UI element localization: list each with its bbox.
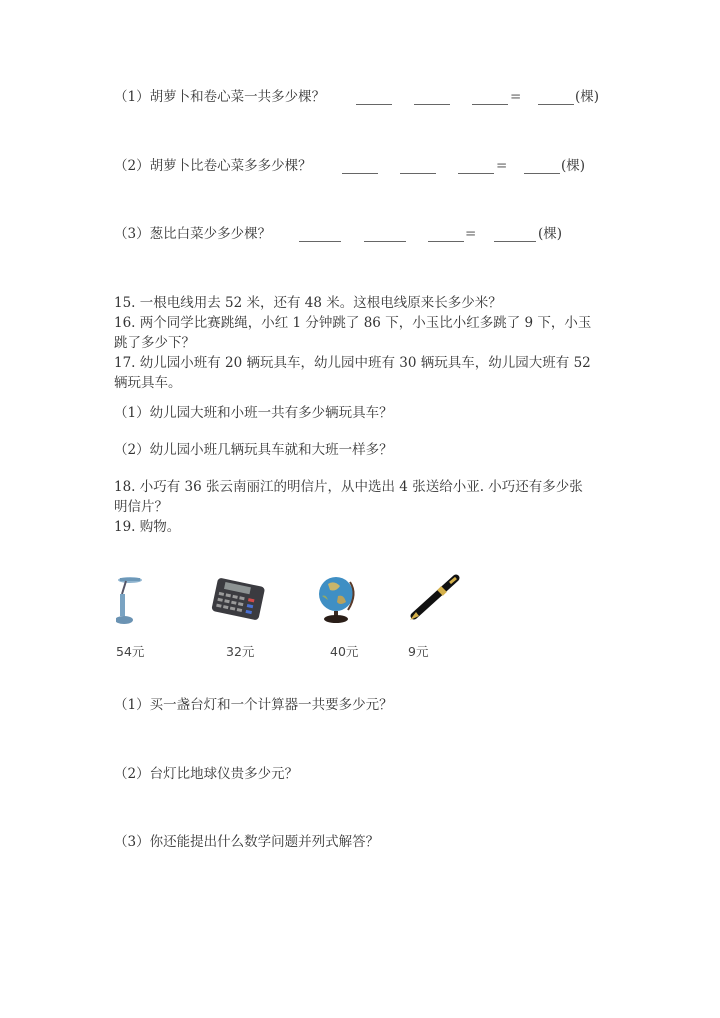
answer-blank-2[interactable] bbox=[364, 240, 406, 242]
problem-19: 19. 购物。 bbox=[114, 519, 181, 535]
problem-16-line-1: 16. 两个同学比赛跳绳，小红 1 分钟跳了 86 下，小玉比小红多跳了 9 下，小玉 bbox=[114, 315, 592, 331]
pen-icon bbox=[404, 572, 468, 632]
answer-blank-3[interactable] bbox=[428, 240, 464, 242]
desk-lamp-icon bbox=[116, 572, 180, 632]
problem-17-subquestion-1: （1）幼儿园大班和小班一共有多少辆玩具车？ bbox=[114, 405, 393, 421]
question-row-3 bbox=[114, 224, 614, 246]
equals-sign: = bbox=[496, 158, 508, 174]
problem-19-subquestion-2: （2）台灯比地球仪贵多少元？ bbox=[114, 766, 299, 782]
question-label: （3）葱比白菜少多少棵？ bbox=[114, 226, 272, 242]
answer-blank-1[interactable] bbox=[299, 240, 341, 242]
answer-blank-2[interactable] bbox=[414, 103, 450, 105]
problem-16-line-2: 跳了多少下？ bbox=[114, 335, 195, 351]
problem-18-line-1: 18. 小巧有 36 张云南丽江的明信片，从中选出 4 张送给小亚. 小巧还有多少张 bbox=[114, 479, 583, 495]
unit-label: (棵) bbox=[538, 226, 563, 242]
answer-blank-result[interactable] bbox=[538, 103, 574, 105]
globe-icon bbox=[312, 572, 376, 632]
problem-17-line-2: 辆玩具车。 bbox=[114, 375, 182, 391]
question-row-1 bbox=[114, 87, 614, 109]
problem-15: 15. 一根电线用去 52 米，还有 48 米。这根电线原来长多少米？ bbox=[114, 295, 502, 311]
shop-item-pen bbox=[404, 572, 468, 660]
shop-item-globe bbox=[312, 572, 376, 660]
question-row-2 bbox=[114, 156, 614, 178]
question-label: （1）胡萝卜和卷心菜一共多少棵？ bbox=[114, 89, 326, 105]
answer-blank-3[interactable] bbox=[472, 103, 508, 105]
shop-item-calculator bbox=[208, 572, 272, 660]
answer-blank-1[interactable] bbox=[356, 103, 392, 105]
problem-18-line-2: 明信片？ bbox=[114, 499, 168, 515]
problem-19-subquestion-1: （1）买一盏台灯和一个计算器一共要多少元？ bbox=[114, 697, 393, 713]
question-label: （2）胡萝卜比卷心菜多多少棵？ bbox=[114, 158, 312, 174]
calculator-icon bbox=[208, 572, 272, 632]
price-label: 9元 bbox=[408, 644, 429, 659]
shop-item-desk-lamp bbox=[116, 572, 180, 660]
problem-17-line-1: 17. 幼儿园小班有 20 辆玩具车，幼儿园中班有 30 辆玩具车，幼儿园大班有 52 bbox=[114, 355, 591, 371]
price-label: 32元 bbox=[226, 644, 255, 659]
unit-label: (棵) bbox=[561, 158, 586, 174]
problem-19-subquestion-3: （3）你还能提出什么数学问题并列式解答？ bbox=[114, 834, 380, 850]
answer-blank-3[interactable] bbox=[458, 172, 494, 174]
equals-sign: = bbox=[510, 89, 522, 105]
price-label: 54元 bbox=[116, 644, 145, 659]
problem-17-subquestion-2: （2）幼儿园小班几辆玩具车就和大班一样多？ bbox=[114, 442, 393, 458]
answer-blank-result[interactable] bbox=[494, 240, 536, 242]
equals-sign: = bbox=[465, 226, 477, 242]
answer-blank-result[interactable] bbox=[524, 172, 560, 174]
unit-label: (棵) bbox=[575, 89, 600, 105]
price-label: 40元 bbox=[330, 644, 359, 659]
answer-blank-1[interactable] bbox=[342, 172, 378, 174]
answer-blank-2[interactable] bbox=[400, 172, 436, 174]
